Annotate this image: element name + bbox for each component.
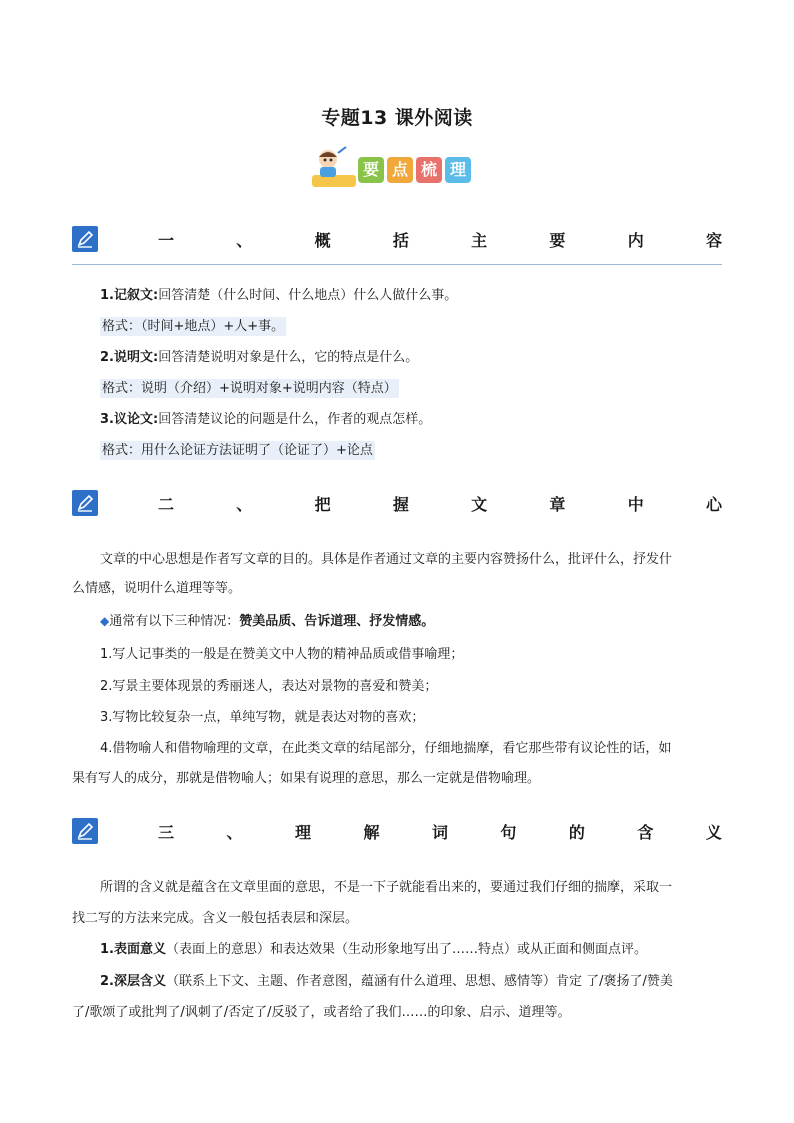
list-item: 4.借物喻人和借物喻理的文章，在此类文章的结尾部分，仔细地揣摩，看它那些带有议论性的话，如 xyxy=(100,741,672,756)
text-line: 2.说明文:回答清楚说明对象是什么，它的特点是什么。 xyxy=(100,350,419,365)
text-line: 1.记叙文:回答清楚（什么时间、什么地点）什么人做什么事。 xyxy=(100,288,458,303)
page-title: 专题13 课外阅读 xyxy=(321,107,473,129)
section-header-3 xyxy=(72,818,722,848)
section-header-2 xyxy=(72,490,722,520)
pen-icon xyxy=(72,490,98,516)
section-heading-3: 三 、 理 解 词 句 的 含 义 xyxy=(158,823,722,842)
list-item: 2.写景主要体现景的秀丽迷人，表达对景物的喜爱和赞美； xyxy=(100,679,438,694)
section-heading-1: 一 、 概 括 主 要 内 容 xyxy=(158,231,722,250)
format-line: 格式：说明（介绍）+说明对象+说明内容（特点） xyxy=(102,381,397,396)
section-heading-2: 二 、 把 握 文 章 中 心 xyxy=(158,495,722,514)
paragraph-line: 么情感，说明什么道理等等。 xyxy=(72,581,242,596)
diamond-icon: ◆ xyxy=(100,614,110,628)
format-line: 格式：用什么论证方法证明了（论证了）+论点 xyxy=(102,443,373,458)
paragraph-line: 所谓的含义就是蕴含在文章里面的意思，不是一下子就能看出来的，要通过我们仔细的揣摩，采取一 xyxy=(100,880,673,895)
paragraph-line: 找二写的方法来完成。含义一般包括表层和深层。 xyxy=(72,911,359,926)
badge-char-4: 理 xyxy=(445,157,471,183)
bullet-line: ◆通常有以下三种情况：赞美品质、告诉道理、抒发情感。 xyxy=(100,614,435,629)
list-item: 1.写人记事类的一般是在赞美文中人物的精神品质或借事喻理； xyxy=(100,647,464,662)
pen-icon xyxy=(72,818,98,844)
text-line: 1.表面意义（表面上的意思）和表达效果（生动形象地写出了……特点）或从正面和侧面点评。 xyxy=(100,942,647,957)
format-line: 格式：（时间+地点）+人+事。 xyxy=(102,319,285,334)
key-points-badge xyxy=(306,145,486,191)
badge-char-3: 梳 xyxy=(416,157,442,183)
badge-char-2: 点 xyxy=(387,157,413,183)
badge-char-1: 要 xyxy=(358,157,384,183)
cartoon-kid-icon xyxy=(306,145,358,191)
text-line: 3.议论文:回答清楚议论的问题是什么，作者的观点怎样。 xyxy=(100,412,432,427)
pen-icon xyxy=(72,226,98,252)
text-line: 2.深层含义（联系上下文、主题、作者意图，蕴涵有什么道理、思想、感情等）肯定 了/褒扬了/赞美 xyxy=(100,974,673,989)
list-item: 3.写物比较复杂一点，单纯写物，就是表达对物的喜欢； xyxy=(100,710,425,725)
list-item-continued: 果有写人的成分，那就是借物喻人；如果有说理的意思，那么一定就是借物喻理。 xyxy=(72,771,541,786)
text-line-continued: 了/歌颂了或批判了/讽刺了/否定了/反驳了，或者给了我们……的印象、启示、道理等。 xyxy=(72,1005,571,1020)
section-header-1 xyxy=(72,226,722,256)
section-divider xyxy=(72,264,722,265)
paragraph-line: 文章的中心思想是作者写文章的目的。具体是作者通过文章的主要内容赞扬什么，批评什么，抒发什 xyxy=(100,552,673,567)
